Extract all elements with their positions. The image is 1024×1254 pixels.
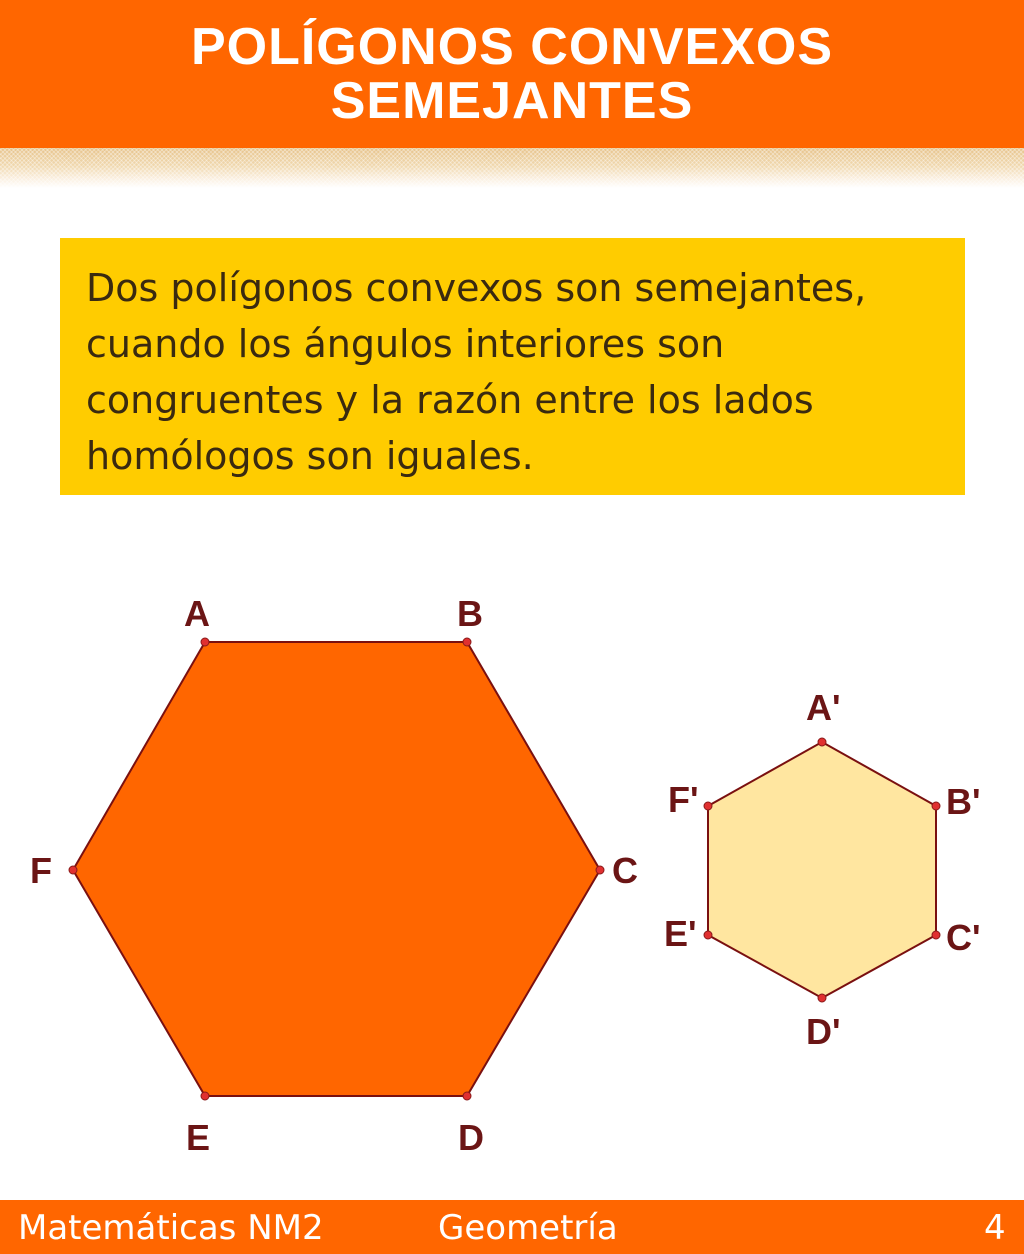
vertex-point-e: [201, 1092, 209, 1100]
similar-polygons-diagram: [0, 580, 1024, 1180]
vertex-label-f: F: [30, 850, 52, 891]
header-bar: [0, 0, 1024, 148]
definition-box: [60, 238, 965, 495]
definition-text: Dos polígonos convexos son semejantes, cuando los ángulos interiores son congruentes y la razón entre los lados homólogos son iguales.: [86, 266, 867, 478]
vertex-label-c-prime: C': [946, 917, 981, 958]
vertex-label-b-prime: B': [946, 781, 981, 822]
vertex-point-e-prime: [704, 931, 712, 939]
vertex-point-b: [463, 638, 471, 646]
vertex-point-d-prime: [818, 994, 826, 1002]
vertex-label-e-prime: E': [664, 913, 697, 954]
vertex-label-e: E: [186, 1117, 211, 1158]
title-line-1: POLÍGONOS CONVEXOS: [190, 18, 834, 76]
large-hexagon: [73, 642, 600, 1096]
decorative-stripe: [0, 148, 1024, 188]
footer-page-number: 4: [984, 1208, 1006, 1248]
vertex-label-f-prime: F': [668, 779, 699, 820]
footer-subject: Matemáticas NM2: [18, 1208, 324, 1248]
vertex-label-b: B: [457, 593, 483, 634]
vertex-point-f: [69, 866, 77, 874]
vertex-label-a: A: [184, 593, 210, 634]
small-hexagon: [708, 742, 936, 998]
vertex-point-b-prime: [932, 802, 940, 810]
vertex-label-a-prime: A': [806, 687, 841, 728]
vertex-point-f-prime: [704, 802, 712, 810]
vertex-point-c: [596, 866, 604, 874]
vertex-label-c: C: [612, 850, 638, 891]
vertex-point-a-prime: [818, 738, 826, 746]
vertex-point-c-prime: [932, 931, 940, 939]
vertex-point-d: [463, 1092, 471, 1100]
footer-bar: [0, 1200, 1024, 1254]
title-line-2: SEMEJANTES: [330, 72, 694, 130]
vertex-label-d-prime: D': [806, 1011, 841, 1052]
vertex-label-d: D: [458, 1117, 484, 1158]
footer-unit: Geometría: [438, 1208, 618, 1248]
vertex-point-a: [201, 638, 209, 646]
